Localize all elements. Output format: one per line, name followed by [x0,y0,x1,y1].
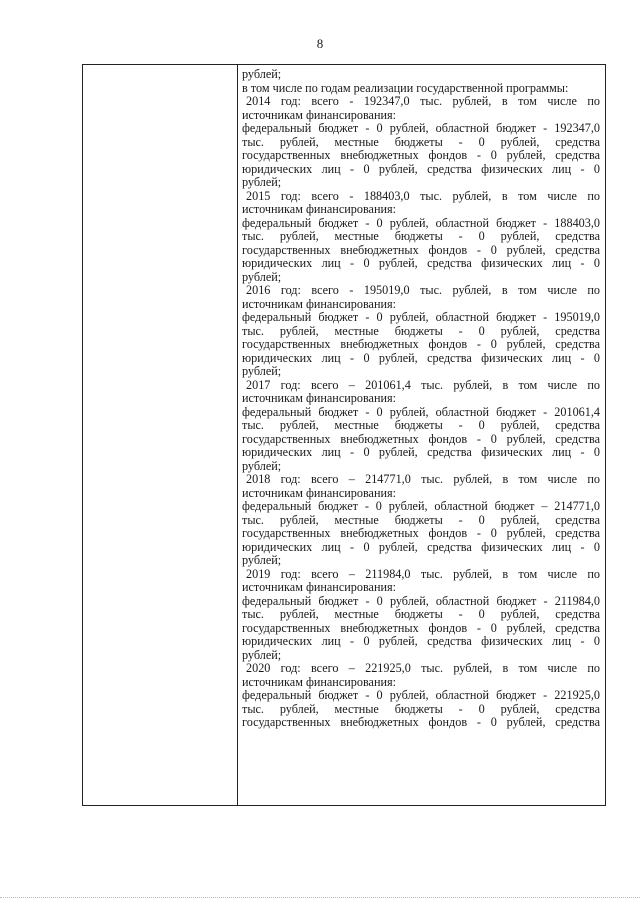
text-line: тыс. рублей, местные бюджеты - 0 рублей, средства [242,324,600,338]
text-line: государственных внебюджетных фондов - 0 рублей, средства [242,243,600,257]
text-line: рублей; [242,176,282,189]
text-line: юридических лиц - 0 рублей, средства физических лиц - 0 [242,446,600,459]
text-line: юридических лиц - 0 рублей, средства физических лиц - 0 [242,162,600,176]
text-line: государственных внебюджетных фондов - 0 рублей, средства [242,716,600,729]
text-line: государственных внебюджетных фондов - 0 рублей, средства [242,621,600,635]
text-line: источникам финансирования: [242,108,396,122]
text-line: федеральный бюджет - 0 рублей, областной бюджет - 221925,0 [242,689,600,702]
text-line: рублей; [242,365,282,378]
text-line: государственных внебюджетных фондов - 0 рублей, средства [242,338,600,351]
text-line: 2018 год: всего – 214771,0 тыс. рублей, в том числе по [246,473,600,486]
text-line: федеральный бюджет - 0 рублей, областной бюджет - 211984,0 [242,594,600,608]
text-line: 2020 год: всего – 221925,0 тыс. рублей, в том числе по [246,662,600,675]
text-line: источникам финансирования: [242,297,396,311]
table-text-cell [242,68,600,730]
text-line: рублей; [242,459,282,473]
text-line: тыс. рублей, местные бюджеты - 0 рублей, средства [242,513,600,527]
page-bottom-edge [0,897,640,898]
text-line: рублей; [242,554,282,567]
text-line: рублей; [242,68,282,81]
text-line: федеральный бюджет - 0 рублей, областной бюджет - 195019,0 [242,311,600,324]
text-line: юридических лиц - 0 рублей, средства физических лиц - 0 [242,635,600,648]
text-line: 2016 год: всего - 195019,0 тыс. рублей, в том числе по [246,284,600,297]
text-line: 2015 год: всего - 188403,0 тыс. рублей, в том числе по [246,189,600,203]
text-line: юридических лиц - 0 рублей, средства физических лиц - 0 [242,540,600,554]
text-line: юридических лиц - 0 рублей, средства физических лиц - 0 [242,257,600,270]
text-line: источникам финансирования: [242,203,396,216]
text-line: рублей; [242,648,282,662]
text-line: источникам финансирования: [242,675,396,689]
text-line: государственных внебюджетных фондов - 0 рублей, средства [242,149,600,162]
text-line: юридических лиц - 0 рублей, средства физических лиц - 0 [242,351,600,365]
text-line: федеральный бюджет - 0 рублей, областной бюджет – 214771,0 [242,500,600,513]
text-line: источникам финансирования: [242,486,396,500]
text-line: государственных внебюджетных фондов - 0 рублей, средства [242,527,600,540]
column-divider [237,65,238,805]
text-line: федеральный бюджет - 0 рублей, областной бюджет - 201061,4 [242,405,600,419]
text-line: в том числе по годам реализации государственной программы: [242,81,569,95]
text-line: государственных внебюджетных фондов - 0 рублей, средства [242,432,600,446]
text-line: тыс. рублей, местные бюджеты - 0 рублей, средства [242,135,600,149]
text-line: 2019 год: всего – 211984,0 тыс. рублей, в том числе по [246,567,600,581]
page-number: 8 [316,36,324,51]
text-line: тыс. рублей, местные бюджеты - 0 рублей, средства [242,230,600,243]
text-line: тыс. рублей, местные бюджеты - 0 рублей, средства [242,419,600,432]
text-line: 2014 год: всего - 192347,0 тыс. рублей, в том числе по [246,95,600,108]
text-line: федеральный бюджет - 0 рублей, областной бюджет - 188403,0 [242,216,600,230]
document-table [82,64,606,806]
text-line: источникам финансирования: [242,392,396,405]
text-line: федеральный бюджет - 0 рублей, областной бюджет - 192347,0 [242,122,600,135]
text-line: тыс. рублей, местные бюджеты - 0 рублей, средства [242,702,600,716]
text-line: тыс. рублей, местные бюджеты - 0 рублей, средства [242,608,600,621]
text-line: рублей; [242,270,282,284]
text-line: источникам финансирования: [242,581,396,594]
text-line: 2017 год: всего – 201061,4 тыс. рублей, в том числе по [246,378,600,392]
